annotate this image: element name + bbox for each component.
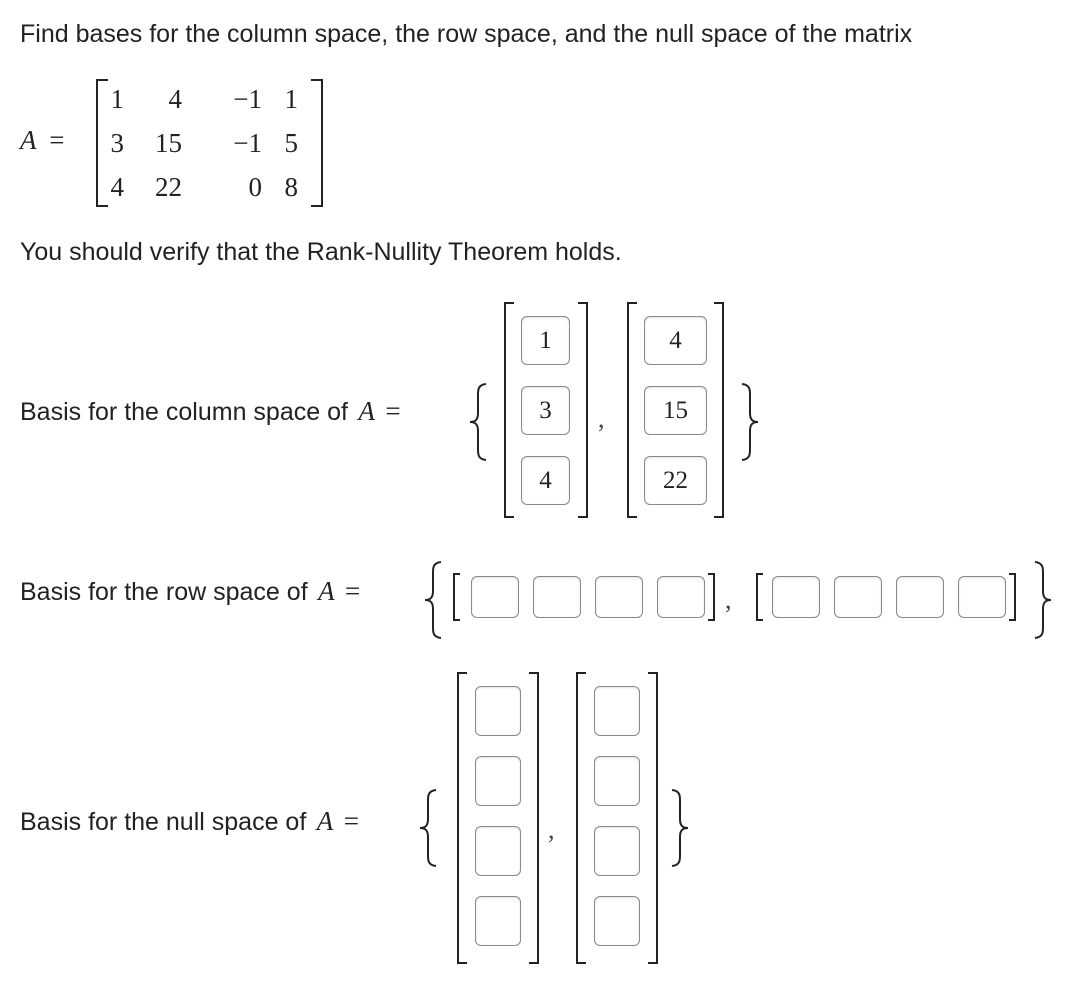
right-brace-icon: [1030, 560, 1054, 640]
vector-left-bracket: [576, 672, 586, 964]
matrix-a: [80, 77, 298, 209]
matrix-cell: −1: [233, 128, 262, 158]
matrix-cell: 4: [110, 172, 124, 202]
row-basis-2-entry-1[interactable]: [772, 576, 820, 618]
row-vector-right-bracket: [708, 573, 715, 621]
null-basis-1-entry-3[interactable]: [475, 826, 521, 876]
matrix-cell: −1: [233, 84, 262, 114]
row-basis-1-entry-1[interactable]: [471, 576, 519, 618]
left-brace-icon: [422, 560, 446, 640]
row-basis-2-entry-4[interactable]: [958, 576, 1006, 618]
vector-right-bracket: [648, 672, 658, 964]
null-basis-2-entry-4[interactable]: [594, 896, 640, 946]
right-brace-icon: [668, 786, 690, 870]
matrix-cell: 8: [284, 172, 298, 202]
matrix-cell: 1: [110, 84, 124, 114]
null-basis-2-entry-3[interactable]: [594, 826, 640, 876]
verify-text: You should verify that the Rank-Nullity Theorem holds.: [20, 238, 622, 266]
matrix-cell: 1: [284, 84, 298, 114]
vector-left-bracket: [627, 302, 637, 518]
row-vector-right-bracket: [1009, 573, 1016, 621]
row-vector-left-bracket: [453, 573, 460, 621]
matrix-equals: =: [49, 125, 65, 155]
null-space-label: Basis for the null space of A =: [20, 806, 359, 836]
matrix-equation: [20, 125, 64, 156]
left-brace-icon: [468, 382, 490, 462]
matrix-right-bracket: [311, 79, 323, 207]
separator-comma: ,: [548, 815, 555, 844]
row-basis-1-entry-2[interactable]: [533, 576, 581, 618]
matrix-cell: 22: [155, 172, 182, 202]
matrix-cell: 3: [110, 128, 124, 158]
left-brace-icon: [418, 786, 440, 870]
column-basis-1-entry-1[interactable]: [521, 316, 570, 365]
null-basis-2-entry-1[interactable]: [594, 686, 640, 736]
column-basis-1-entry-2[interactable]: [521, 386, 570, 435]
row-basis-2-entry-3[interactable]: [896, 576, 944, 618]
matrix-var: A: [20, 125, 37, 155]
row-basis-1-entry-3[interactable]: [595, 576, 643, 618]
question-prompt: Find bases for the column space, the row space, and the null space of the matrix: [20, 20, 913, 48]
matrix-cell: 15: [155, 128, 182, 158]
vector-right-bracket: [578, 302, 588, 518]
separator-comma: ,: [725, 585, 732, 614]
column-basis-2-entry-3[interactable]: [644, 456, 707, 505]
vector-right-bracket: [529, 672, 539, 964]
null-basis-1-entry-1[interactable]: [475, 686, 521, 736]
row-basis-1-entry-4[interactable]: [657, 576, 705, 618]
separator-comma: ,: [598, 404, 605, 433]
vector-left-bracket: [457, 672, 467, 964]
matrix-cell: 4: [168, 84, 182, 114]
row-basis-2-entry-2[interactable]: [834, 576, 882, 618]
column-basis-1-entry-3[interactable]: [521, 456, 570, 505]
column-space-label: Basis for the column space of A =: [20, 396, 401, 426]
vector-left-bracket: [504, 302, 514, 518]
row-space-label: Basis for the row space of A =: [20, 576, 361, 606]
vector-right-bracket: [714, 302, 724, 518]
null-basis-2-entry-2[interactable]: [594, 756, 640, 806]
null-basis-1-entry-2[interactable]: [475, 756, 521, 806]
column-basis-2-entry-2[interactable]: [644, 386, 707, 435]
null-basis-1-entry-4[interactable]: [475, 896, 521, 946]
right-brace-icon: [738, 382, 760, 462]
column-basis-2-entry-1[interactable]: [644, 316, 707, 365]
row-vector-left-bracket: [756, 573, 763, 621]
matrix-cell: 0: [248, 172, 262, 202]
matrix-cell: 5: [284, 128, 298, 158]
